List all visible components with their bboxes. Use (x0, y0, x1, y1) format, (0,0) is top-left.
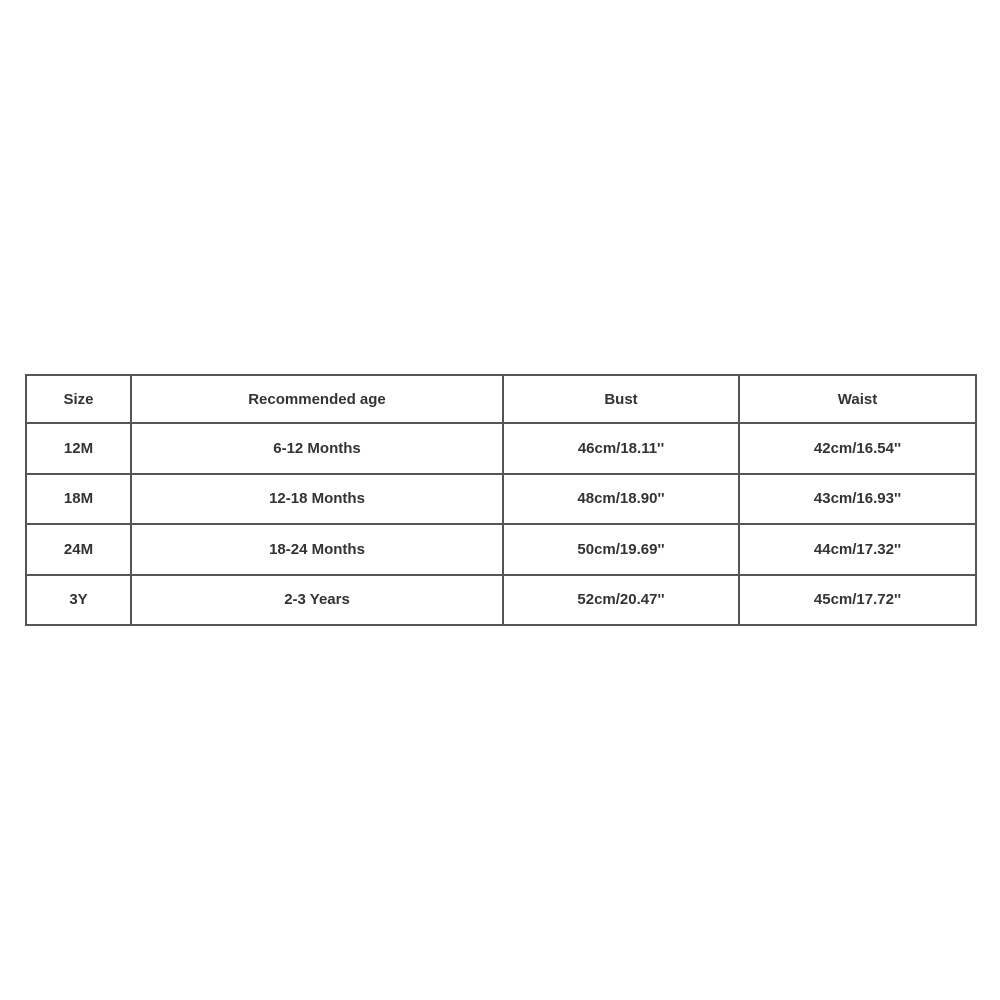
cell-waist: 43cm/16.93'' (739, 474, 976, 525)
cell-bust: 46cm/18.11'' (503, 423, 739, 474)
cell-waist: 45cm/17.72'' (739, 575, 976, 626)
table-row (26, 524, 976, 575)
table-row (26, 423, 976, 474)
header-waist: Waist (739, 375, 976, 423)
header-recommended-age: Recommended age (131, 375, 503, 423)
cell-age: 2-3 Years (131, 575, 503, 626)
cell-age: 6-12 Months (131, 423, 503, 474)
cell-size: 12M (26, 423, 131, 474)
cell-size: 24M (26, 524, 131, 575)
table-row (26, 575, 976, 626)
cell-bust: 50cm/19.69'' (503, 524, 739, 575)
header-size: Size (26, 375, 131, 423)
cell-bust: 52cm/20.47'' (503, 575, 739, 626)
cell-age: 18-24 Months (131, 524, 503, 575)
header-bust: Bust (503, 375, 739, 423)
cell-waist: 42cm/16.54'' (739, 423, 976, 474)
cell-age: 12-18 Months (131, 474, 503, 525)
table-row (26, 474, 976, 525)
table-header-row (26, 375, 976, 423)
cell-bust: 48cm/18.90'' (503, 474, 739, 525)
cell-size: 18M (26, 474, 131, 525)
cell-waist: 44cm/17.32'' (739, 524, 976, 575)
size-chart-table (25, 374, 977, 626)
cell-size: 3Y (26, 575, 131, 626)
